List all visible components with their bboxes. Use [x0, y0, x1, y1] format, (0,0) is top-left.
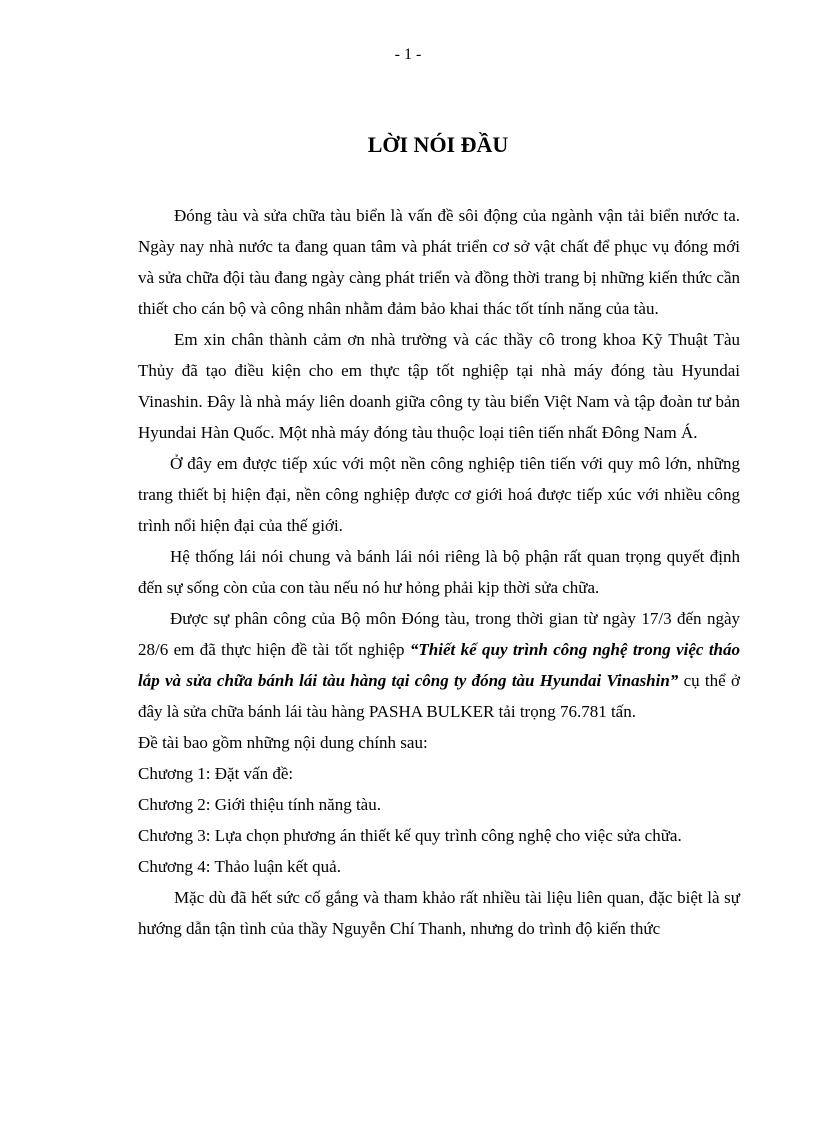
thesis-topic-title: “Thiết kế quy trình công nghệ trong việc tháo lắp và sửa chữa bánh lái tàu hàng tại công ty đóng tàu Hyundai Vinashin” [138, 640, 740, 690]
assignment-lead-text: Được sự phân công của Bộ môn Đóng tàu, trong thời gian từ ngày 17/3 đến ngày 28/6 em đã thực hiện đề tài tốt nghiệp [138, 609, 740, 659]
paragraph-thanks: Em xin chân thành cảm ơn nhà trường và các thầy cô trong khoa Kỹ Thuật Tàu Thủy đã tạo điều kiện cho em thực tập tốt nghiệp tại nhà máy đóng tàu Hyundai Vinashin. Đây là nhà máy liên doanh giữa công ty tàu biển Việt Nam và tập đoàn tư bản Hyundai Hàn Quốc. Một nhà máy đóng tàu thuộc loại tiên tiến nhất Đông Nam Á. [138, 330, 740, 442]
chapter-item: Chương 4: Thảo luận kết quả. [138, 857, 341, 876]
page-title: LỜI NÓI ĐẦU [367, 132, 509, 157]
chapter-item: Chương 3: Lựa chọn phương án thiết kế quy trình công nghệ cho việc sửa chữa. [138, 826, 682, 845]
document-body [138, 200, 740, 944]
paragraph-assignment [138, 603, 740, 727]
chapter-item: Chương 2: Giới thiệu tính năng tàu. [138, 795, 381, 814]
paragraph-steering-system: Hệ thống lái nói chung và bánh lái nói riêng là bộ phận rất quan trọng quyết định đến sự sống còn của con tàu nếu nó hư hỏng phải kịp thời sửa chữa. [138, 547, 740, 597]
paragraph-intro: Đóng tàu và sửa chữa tàu biển là vấn đề sôi động của ngành vận tải biển nước ta. Ngày nay nhà nước ta đang quan tâm và phát triển cơ sở vật chất để phục vụ đóng mới và sửa chữa đội tàu đang ngày càng phát triển và đồng thời trang bị những kiến thức cần thiết cho cán bộ và công nhân nhằm đảm bảo khai thác tốt tính năng của tàu. [138, 206, 740, 318]
contents-intro: Đề tài bao gồm những nội dung chính sau: [138, 733, 428, 752]
page-number: - 1 - [394, 46, 422, 63]
chapter-item: Chương 1: Đặt vấn đề: [138, 764, 294, 783]
assignment-tail-text: cụ thể ở đây là sửa chữa bánh lái tàu hàng PASHA BULKER tải trọng 76.781 tấn. [138, 671, 740, 721]
paragraph-experience: Ở đây em được tiếp xúc với một nền công nghiệp tiên tiến với quy mô lớn, những trang thiết bị hiện đại, nền công nghiệp được cơ giới hoá được tiếp xúc với nhiều công trình nổi hiện đại của thế giới. [138, 454, 740, 535]
paragraph-closing: Mặc dù đã hết sức cố gắng và tham khảo rất nhiều tài liệu liên quan, đặc biệt là sự hướng dẫn tận tình của thầy Nguyễn Chí Thanh, nhưng do trình độ kiến thức [138, 888, 740, 938]
